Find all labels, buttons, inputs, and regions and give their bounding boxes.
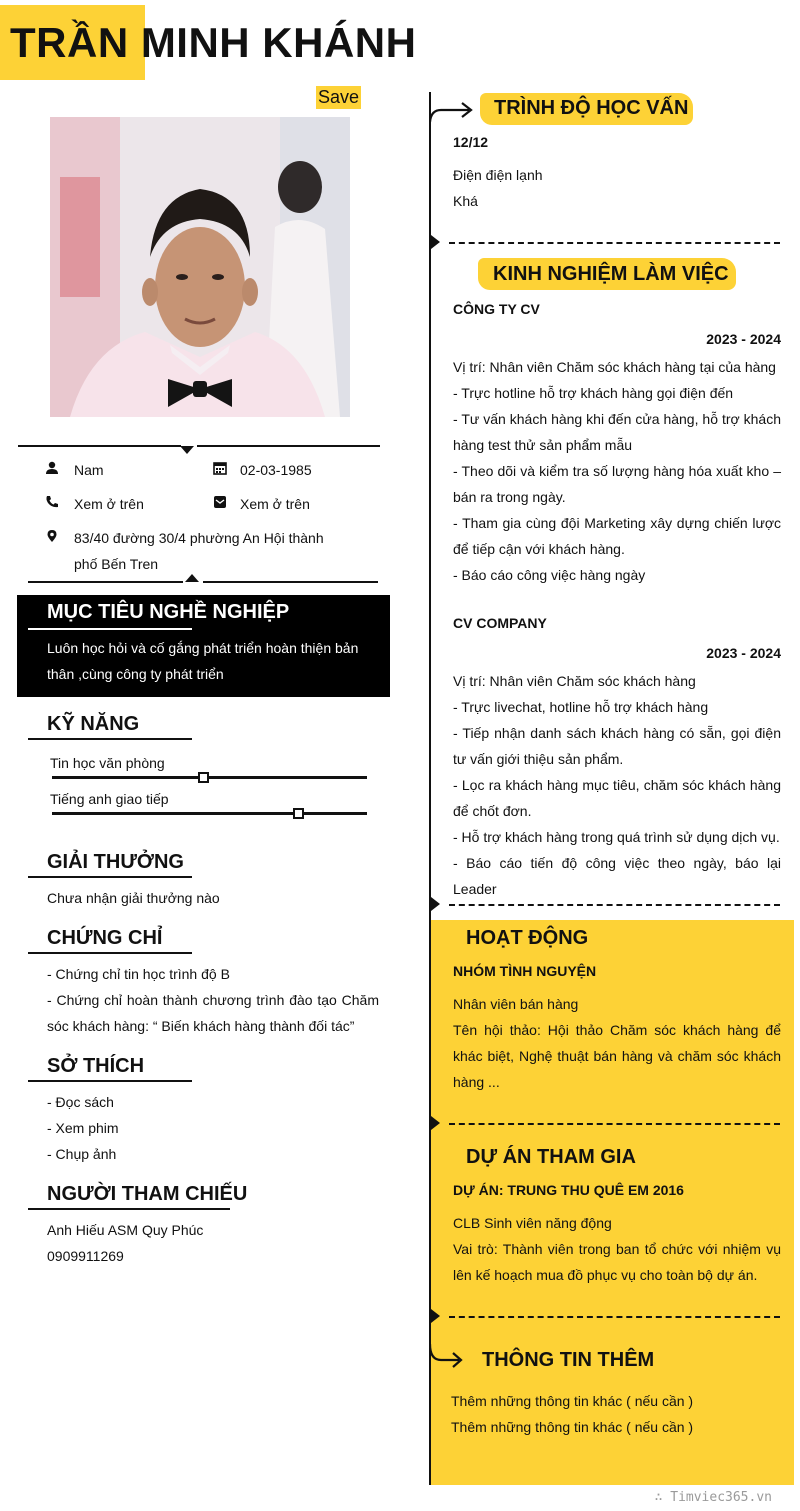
education-title: TRÌNH ĐỘ HỌC VẤN bbox=[494, 97, 689, 119]
skill-name: Tin học văn phòng bbox=[50, 755, 165, 771]
section-divider bbox=[449, 1123, 780, 1125]
hobby-item: - Chụp ảnh bbox=[47, 1146, 117, 1162]
job-line: - Báo cáo công việc hàng ngày bbox=[453, 567, 646, 583]
phone-value: Xem ở trên bbox=[74, 496, 144, 512]
job-line: Vị trí: Nhân viên Chăm sóc khách hàng bbox=[453, 673, 696, 689]
projects-title: DỰ ÁN THAM GIA bbox=[466, 1146, 636, 1168]
watermark: ∴ Timviec365.vn bbox=[654, 1490, 772, 1505]
divider bbox=[18, 445, 181, 447]
skill-name: Tiếng anh giao tiếp bbox=[50, 791, 169, 807]
timeline-marker bbox=[431, 235, 440, 249]
timeline-line bbox=[429, 92, 431, 1485]
certificate-item: - Chứng chỉ tin học trình độ B bbox=[47, 966, 230, 982]
job-line: Vị trí: Nhân viên Chăm sóc khách hàng tại của hàng bbox=[453, 359, 776, 375]
job-company: CÔNG TY CV bbox=[453, 301, 540, 317]
section-underline bbox=[28, 1080, 192, 1082]
job-line: - Lọc ra khách hàng mục tiêu, chăm sóc khách hàng để chốt đơn. bbox=[453, 777, 781, 819]
job-line: - Trực livechat, hotline hỗ trợ khách hàng bbox=[453, 699, 709, 715]
location-icon bbox=[45, 529, 59, 543]
section-underline bbox=[28, 952, 192, 954]
job-line: - Theo dõi và kiểm tra số lượng hàng hóa xuất kho – bán ra trong ngày. bbox=[453, 463, 781, 505]
skill-bar bbox=[52, 776, 367, 779]
education-major: Điện điện lạnh bbox=[453, 167, 543, 183]
address-value: 83/40 đường 30/4 phường An Hội thành phố Bến Tren bbox=[74, 530, 324, 572]
skill-level-handle[interactable] bbox=[293, 808, 304, 819]
awards-title: GIẢI THƯỞNG bbox=[47, 851, 184, 873]
activities-title: HOẠT ĐỘNG bbox=[466, 927, 589, 949]
save-button[interactable]: Save bbox=[318, 87, 360, 107]
divider-arrow bbox=[185, 574, 199, 582]
candidate-name: TRẦN MINH KHÁNH bbox=[10, 19, 417, 66]
activity-role: Nhân viên bán hàng bbox=[453, 996, 579, 1012]
job-line: - Hỗ trợ khách hàng trong quá trình sử dụng dịch vụ. bbox=[453, 829, 780, 845]
job-line: - Tư vấn khách hàng khi đến cửa hàng, hỗ trợ khách hàng test thử sản phẩm mẫu bbox=[453, 411, 781, 453]
divider bbox=[197, 445, 380, 447]
education-grade: Khá bbox=[453, 193, 478, 209]
user-icon bbox=[45, 461, 59, 475]
experience-title: KINH NGHIỆM LÀM VIỆC bbox=[493, 263, 729, 285]
skill-level-handle[interactable] bbox=[198, 772, 209, 783]
section-underline bbox=[28, 738, 192, 740]
project-desc: Vai trò: Thành viên trong ban tổ chức với nhiệm vụ lên kế hoạch mua đồ phục vụ cho toàn bộ dự án. bbox=[453, 1241, 781, 1283]
job-line: - Trực hotline hỗ trợ khách hàng gọi điện đến bbox=[453, 385, 734, 401]
education-level: 12/12 bbox=[453, 134, 489, 150]
activity-org: NHÓM TÌNH NGUYỆN bbox=[453, 963, 597, 979]
certificates-title: CHỨNG CHỈ bbox=[47, 927, 163, 949]
email-icon bbox=[213, 495, 227, 509]
career-text: Luôn học hỏi và cố gắng phát triển hoàn thiện bản thân ,cùng công ty phát triển bbox=[47, 640, 359, 682]
avatar bbox=[50, 117, 350, 417]
birthday-value: 02-03-1985 bbox=[240, 462, 312, 478]
project-org: CLB Sinh viên năng động bbox=[453, 1215, 612, 1231]
arrow-icon bbox=[429, 96, 474, 124]
section-underline bbox=[28, 1208, 230, 1210]
section-divider bbox=[449, 242, 780, 244]
job-line: - Tiếp nhận danh sách khách hàng có sẵn, gọi điện tư vấn giới thiệu sản phẩm. bbox=[453, 725, 781, 767]
timeline-marker bbox=[431, 897, 440, 911]
extra-line: Thêm những thông tin khác ( nếu cần ) bbox=[451, 1419, 694, 1435]
gender-value: Nam bbox=[74, 462, 104, 478]
arrow-icon bbox=[429, 1342, 465, 1370]
job-company: CV COMPANY bbox=[453, 615, 547, 631]
divider bbox=[28, 581, 183, 583]
hobby-item: - Đọc sách bbox=[47, 1094, 114, 1110]
timeline-marker bbox=[431, 1309, 440, 1323]
email-value: Xem ở trên bbox=[240, 496, 310, 512]
reference-phone: 0909911269 bbox=[47, 1248, 124, 1264]
skills-title: KỸ NĂNG bbox=[47, 713, 140, 735]
job-period: 2023 - 2024 bbox=[706, 645, 781, 661]
extra-title: THÔNG TIN THÊM bbox=[482, 1349, 655, 1371]
job-line: - Báo cáo tiến độ công việc theo ngày, báo lại Leader bbox=[453, 855, 781, 897]
calendar-icon bbox=[213, 461, 227, 475]
job-period: 2023 - 2024 bbox=[706, 331, 781, 347]
activity-desc: Tên hội thảo: Hội thảo Chăm sóc khách hàng để khác biệt, Nghệ thuật bán hàng và chăm sóc khách hàng ... bbox=[453, 1022, 781, 1090]
section-divider bbox=[449, 904, 780, 906]
divider-arrow bbox=[180, 446, 194, 454]
hobbies-title: SỞ THÍCH bbox=[47, 1055, 145, 1077]
skill-bar bbox=[52, 812, 367, 815]
hobby-item: - Xem phim bbox=[47, 1120, 119, 1136]
divider bbox=[203, 581, 378, 583]
timeline-marker bbox=[431, 1116, 440, 1130]
project-name: DỰ ÁN: TRUNG THU QUÊ EM 2016 bbox=[453, 1182, 684, 1198]
phone-icon bbox=[45, 495, 59, 509]
extra-line: Thêm những thông tin khác ( nếu cần ) bbox=[451, 1393, 694, 1409]
section-underline bbox=[28, 628, 192, 630]
awards-text: Chưa nhận giải thưởng nào bbox=[47, 890, 220, 906]
avatar-photo bbox=[50, 117, 350, 417]
job-line: - Tham gia cùng đội Marketing xây dựng chiến lược để tiếp cận với khách hàng. bbox=[453, 515, 781, 557]
reference-title: NGƯỜI THAM CHIẾU bbox=[47, 1183, 248, 1205]
section-divider bbox=[449, 1316, 780, 1318]
certificate-item: - Chứng chỉ hoàn thành chương trình đào tạo Chăm sóc khách hàng: “ Biến khách hàng thành đối tác” bbox=[47, 992, 379, 1034]
reference-name: Anh Hiếu ASM Quy Phúc bbox=[47, 1222, 204, 1238]
career-title: MỤC TIÊU NGHỀ NGHIỆP bbox=[47, 601, 290, 623]
section-underline bbox=[28, 876, 192, 878]
